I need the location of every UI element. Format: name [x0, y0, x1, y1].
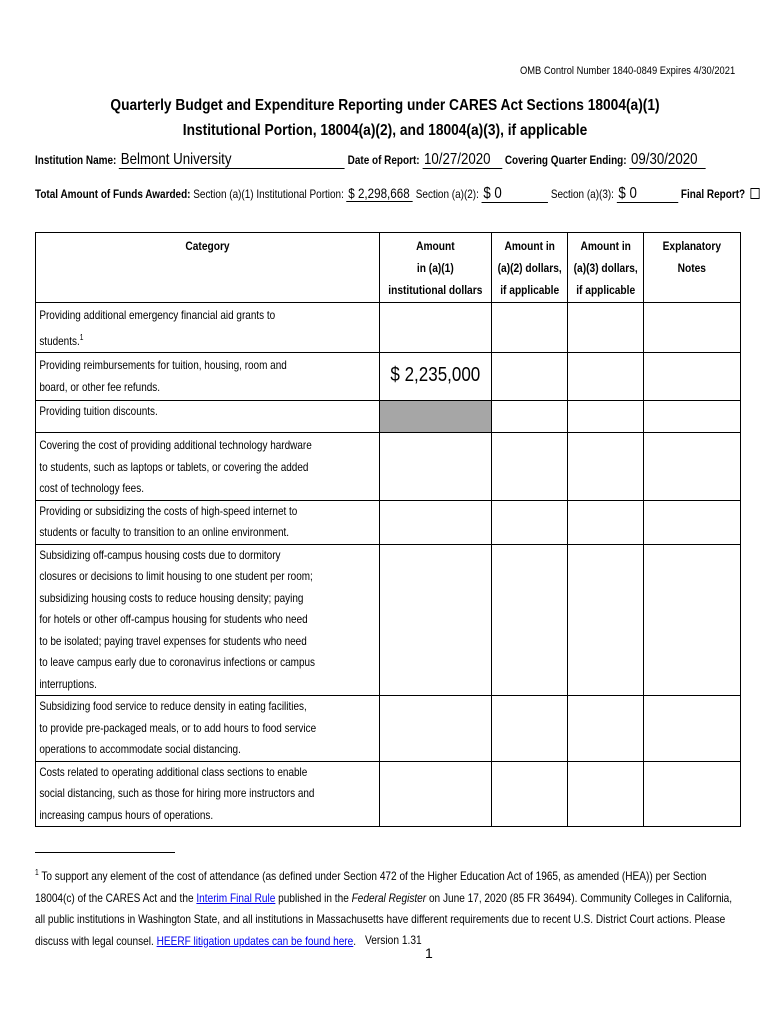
- row-category: Covering the cost of providing additional technology hardware to students, such as laptops or tablets, or covering the added cost of technology fees.: [39, 438, 312, 495]
- cell-a2[interactable]: [491, 696, 567, 762]
- cell-a2[interactable]: [491, 761, 567, 827]
- a3-label: Section (a)(3):: [550, 187, 614, 201]
- table-row: [36, 401, 741, 433]
- amount-a1-header: Amount in (a)(1) institutional dollars: [388, 239, 483, 297]
- interim-final-rule-link[interactable]: Interim Final Rule: [196, 890, 276, 905]
- table-row: [36, 544, 741, 696]
- date-label: Date of Report:: [347, 153, 420, 167]
- cell-a3[interactable]: [568, 353, 644, 401]
- row-category: Subsidizing food service to reduce density in eating facilities, to provide pre-packaged meals, or to add hours to food service operations to accommodate social distancing.: [39, 699, 317, 756]
- cell-notes[interactable]: [644, 303, 741, 353]
- row-category: Providing additional emergency financial aid grants to students.: [39, 308, 276, 348]
- cell-a3[interactable]: [568, 696, 644, 762]
- cell-a2[interactable]: [491, 500, 567, 544]
- cell-a3[interactable]: [568, 303, 644, 353]
- total-funds-label: Total Amount of Funds Awarded:: [35, 187, 191, 201]
- table-row: [36, 761, 741, 827]
- institution-label: Institution Name:: [35, 153, 117, 167]
- cell-a2[interactable]: [491, 303, 567, 353]
- cell-a1[interactable]: [380, 761, 492, 827]
- amount-a3-header: Amount in (a)(3) dollars, if applicable: [573, 239, 638, 297]
- cell-notes[interactable]: [644, 401, 741, 433]
- row-category: Providing or subsidizing the costs of high-speed internet to students or faculty to transition to an online environment.: [39, 503, 298, 539]
- cell-notes[interactable]: [644, 433, 741, 501]
- footnote-divider: [35, 852, 175, 853]
- final-report-label: Final Report?: [680, 187, 746, 201]
- cell-a1-shaded[interactable]: [380, 401, 492, 433]
- cell-a3[interactable]: [568, 433, 644, 501]
- a2-field[interactable]: $ 0: [482, 186, 548, 203]
- a1-amount-value: $ 2,235,000: [390, 364, 481, 386]
- funds-row: [35, 185, 760, 203]
- cell-a2[interactable]: [491, 353, 567, 401]
- cell-a3[interactable]: [568, 401, 644, 433]
- cell-a2[interactable]: [491, 544, 567, 696]
- quarter-label: Covering Quarter Ending:: [504, 153, 627, 167]
- row-category: Providing reimbursements for tuition, housing, room and board, or other fee refunds.: [39, 358, 287, 394]
- table-row: [36, 696, 741, 762]
- quarter-field[interactable]: 09/30/2020: [629, 152, 705, 169]
- cell-a1[interactable]: [380, 544, 492, 696]
- federal-register-italic: Federal Register: [351, 890, 427, 905]
- cell-notes[interactable]: [644, 353, 741, 401]
- institution-field[interactable]: Belmont University: [119, 152, 345, 169]
- table-row: [36, 500, 741, 544]
- a2-label: Section (a)(2):: [415, 187, 479, 201]
- a1-field[interactable]: $ 2,298,668: [347, 185, 413, 202]
- final-report-checkbox[interactable]: [750, 188, 759, 199]
- a3-field[interactable]: $ 0: [617, 186, 678, 203]
- footnote-ref: 1: [79, 332, 84, 342]
- table-header-row: [36, 233, 741, 303]
- table-row: [36, 353, 741, 401]
- category-header: Category: [185, 239, 230, 253]
- institution-row: [35, 152, 706, 169]
- cell-a3[interactable]: [568, 500, 644, 544]
- cell-a2[interactable]: [491, 433, 567, 501]
- cell-notes[interactable]: [644, 761, 741, 827]
- cell-a1[interactable]: [380, 500, 492, 544]
- notes-header: Explanatory Notes: [662, 239, 722, 275]
- version-label: Version 1.31: [365, 933, 422, 947]
- cell-a1[interactable]: [380, 353, 492, 401]
- cell-a1[interactable]: [380, 696, 492, 762]
- cell-a3[interactable]: [568, 544, 644, 696]
- footnote-end: .: [353, 933, 357, 948]
- page-number: 1: [425, 945, 433, 961]
- cell-notes[interactable]: [644, 544, 741, 696]
- expenditure-table: [35, 232, 741, 827]
- footnote-text-3: on June 17, 2020 (85 FR 36494). Community Colleges in California, all public institutions in Washington State, and all institutions in Massachusetts have different requirements due to recent U.S. District Court actions. Please discuss with legal counsel.: [35, 890, 733, 948]
- page-title: Quarterly Budget and Expenditure Reporting under CARES Act Sections 18004(a)(1) Institutional Portion, 18004(a)(2), and 18004(a)(3), if applicable: [110, 97, 660, 139]
- footnote-marker: 1: [35, 868, 39, 877]
- row-category: Subsidizing off-campus housing costs due to dormitory closures or decisions to limit housing to one student per room; subsidizing housing costs to reduce housing density; paying for hotels or other off-campus housing for students who need to be isolated; paying travel expenses for students who need to leave campus early due to coronavirus infections or campus interruptions.: [39, 547, 316, 691]
- date-field[interactable]: 10/27/2020: [422, 152, 502, 169]
- a1-label: Section (a)(1) Institutional Portion:: [193, 187, 344, 201]
- cell-notes[interactable]: [644, 500, 741, 544]
- cell-a3[interactable]: [568, 761, 644, 827]
- omb-control-number: OMB Control Number 1840-0849 Expires 4/30/2021: [519, 65, 735, 77]
- heerf-litigation-link[interactable]: HEERF litigation updates can be found here: [156, 933, 354, 948]
- table-row: [36, 433, 741, 501]
- row-category: Providing tuition discounts.: [39, 404, 158, 418]
- footnote-text-1: To support any element of the cost of attendance (as defined under Section 472 of the Higher Education Act of 1965, as amended (HEA)) per Section 18004(c) of the CARES Act and the: [35, 869, 707, 905]
- amount-a2-header: Amount in (a)(2) dollars, if applicable: [497, 239, 562, 297]
- cell-a2[interactable]: [491, 401, 567, 433]
- cell-notes[interactable]: [644, 696, 741, 762]
- cell-a1[interactable]: [380, 433, 492, 501]
- footnote-text-2: published in the: [278, 890, 349, 905]
- row-category: Costs related to operating additional class sections to enable social distancing, such as those for hiring more instructors and increasing campus hours of operations.: [39, 764, 315, 822]
- table-row: [36, 303, 741, 353]
- cell-a1[interactable]: [380, 303, 492, 353]
